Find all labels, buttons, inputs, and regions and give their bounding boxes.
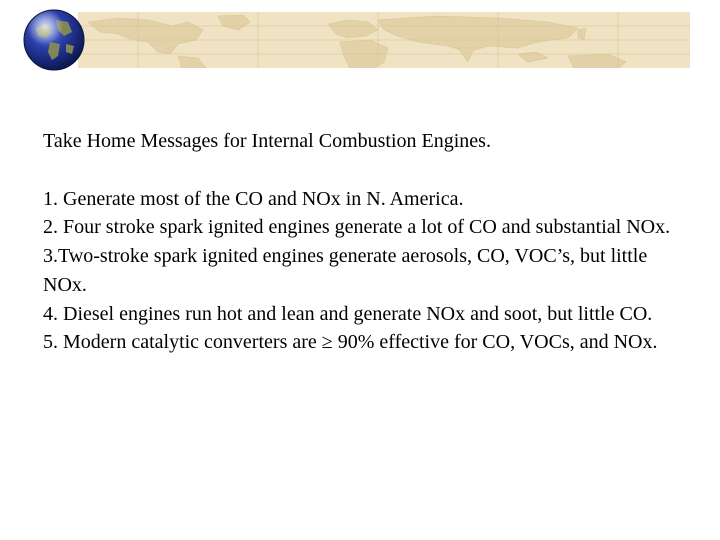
- message-item-3: 3.Two-stroke spark ignited engines generate aerosols, CO, VOC’s, but little NOx.: [43, 245, 648, 296]
- world-map-icon: [78, 12, 690, 68]
- message-item-4: 4. Diesel engines run hot and lean and generate NOx and soot, but little CO.: [43, 302, 653, 325]
- globe-icon: [22, 8, 86, 72]
- message-item-2: 2. Four stroke spark ignited engines generate a lot of CO and substantial NOx.: [43, 216, 671, 239]
- world-map-banner: [78, 12, 690, 68]
- slide-body: [43, 127, 683, 357]
- message-item-1: 1. Generate most of the CO and NOx in N. America.: [43, 187, 464, 210]
- message-item-5: 5. Modern catalytic converters are ≥ 90% effective for CO, VOCs, and NOx.: [43, 331, 658, 354]
- slide-heading: Take Home Messages for Internal Combustion Engines.: [43, 130, 491, 152]
